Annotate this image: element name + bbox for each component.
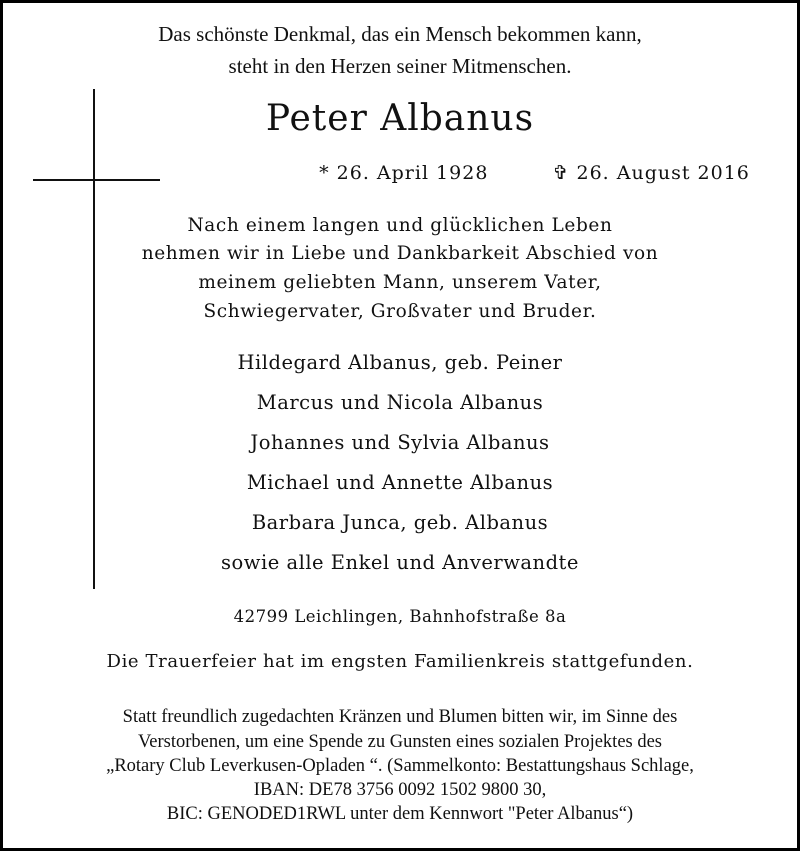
life-dates [0, 162, 800, 184]
mourner-name: sowie alle Enkel und Anverwandte [221, 551, 579, 574]
donation-line: Statt freundlich zugedachten Kränzen und Blumen bitten wir, im Sinne des [122, 707, 678, 727]
address: 42799 Leichlingen, Bahnhofstraße 8a [233, 607, 567, 626]
death-date: 26. August 2016 [576, 162, 750, 184]
announcement-line: Schwiegervater, Großvater und Bruder. [203, 301, 597, 322]
birth-symbol-icon: * [319, 162, 330, 184]
donation-line: „Rotary Club Leverkusen-Opladen “. (Sammelkonto: Bestattungshaus Schlage, [106, 756, 694, 776]
donation-line: IBAN: DE78 3756 0092 1502 9800 30, [253, 780, 547, 800]
mourner-name: Johannes und Sylvia Albanus [250, 431, 550, 454]
donation-line: Verstorbenen, um eine Spende zu Gunsten eines sozialen Projektes des [137, 732, 663, 752]
mourner-name: Barbara Junca, geb. Albanus [251, 511, 549, 534]
donation-line: BIC: GENODED1RWL unter dem Kennwort "Peter Albanus“) [166, 804, 634, 824]
mourner-name: Marcus und Nicola Albanus [256, 391, 544, 414]
birth-date: 26. April 1928 [336, 162, 489, 184]
mourner-name: Michael und Annette Albanus [246, 471, 554, 494]
motto-line: steht in den Herzen seiner Mitmenschen. [228, 54, 572, 78]
death-symbol-icon: ✞ [552, 162, 570, 184]
announcement-line: meinem geliebten Mann, unserem Vater, [198, 272, 602, 293]
announcement-line: Nach einem langen und glücklichen Leben [187, 215, 613, 236]
deceased-name: Peter Albanus [265, 98, 535, 139]
motto-line: Das schönste Denkmal, das ein Mensch bekommen kann, [158, 22, 642, 46]
mourner-name: Hildegard Albanus, geb. Peiner [237, 351, 563, 374]
announcement-line: nehmen wir in Liebe und Dankbarkeit Abschied von [141, 243, 659, 264]
service-note: Die Trauerfeier hat im engsten Familienkreis stattgefunden. [106, 651, 694, 672]
